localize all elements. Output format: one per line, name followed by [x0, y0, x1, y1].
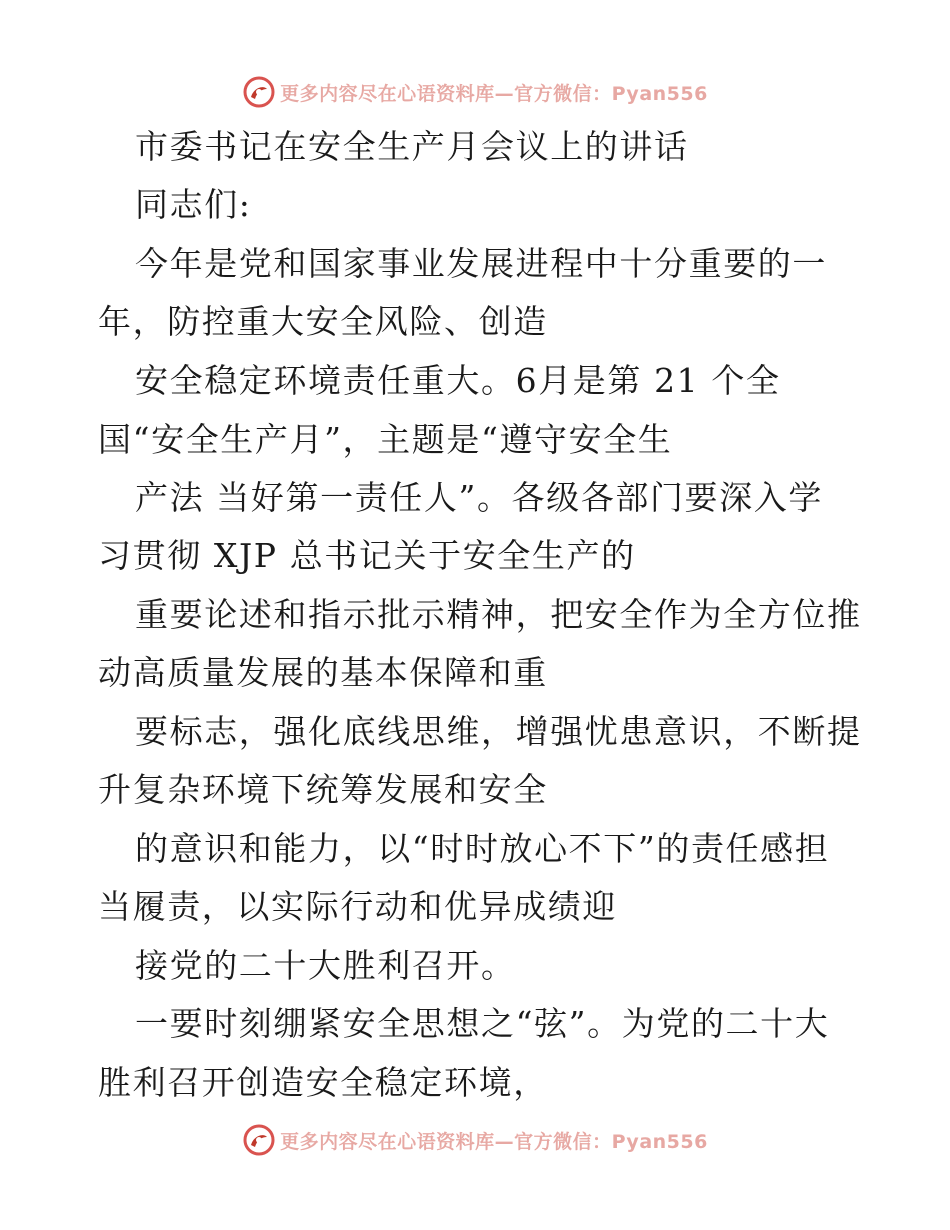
body-line: 接党的二十大胜利召开。 — [135, 946, 516, 985]
body-line: 习贯彻 XJP 总书记关于安全生产的 — [98, 536, 636, 575]
body-line: 年，防控重大安全风险、创造 — [98, 302, 548, 341]
header-watermark — [0, 72, 950, 112]
salutation: 同志们: — [135, 185, 252, 224]
header-watermark-text: 更多内容尽在心语资料库—官方微信：Pyan556 — [280, 82, 708, 105]
body-line: 产法 当好第一责任人”。各级各部门要深入学 — [135, 478, 823, 517]
body-line: 一要时刻绷紧安全思想之“弦”。为党的二十大 — [135, 1004, 830, 1043]
body-line: 胜利召开创造安全稳定环境， — [98, 1063, 548, 1102]
footer-watermark — [0, 1120, 950, 1160]
document-title: 市委书记在安全生产月会议上的讲话 — [135, 127, 689, 166]
body-line: 要标志，强化底线思维，增强忧患意识，不断提 — [135, 712, 862, 751]
body-line: 今年是党和国家事业发展进程中十分重要的一 — [135, 244, 827, 283]
red-swirl-logo-icon — [242, 1123, 276, 1157]
body-line: 国“安全生产月”，主题是“遵守安全生 — [98, 420, 673, 459]
footer-watermark-text: 更多内容尽在心语资料库—官方微信：Pyan556 — [280, 1130, 708, 1153]
body-line: 重要论述和指示批示精神，把安全作为全方位推 — [135, 595, 862, 634]
body-line: 动高质量发展的基本保障和重 — [98, 653, 548, 692]
body-line: 升复杂环境下统筹发展和安全 — [98, 770, 548, 809]
body-line: 的意识和能力，以“时时放心不下”的责任感担 — [135, 829, 830, 868]
body-line: 当履责，以实际行动和优异成绩迎 — [98, 887, 617, 926]
red-swirl-logo-icon — [242, 75, 276, 109]
body-line: 安全稳定环境责任重大。6月是第 21 个全 — [135, 361, 781, 400]
